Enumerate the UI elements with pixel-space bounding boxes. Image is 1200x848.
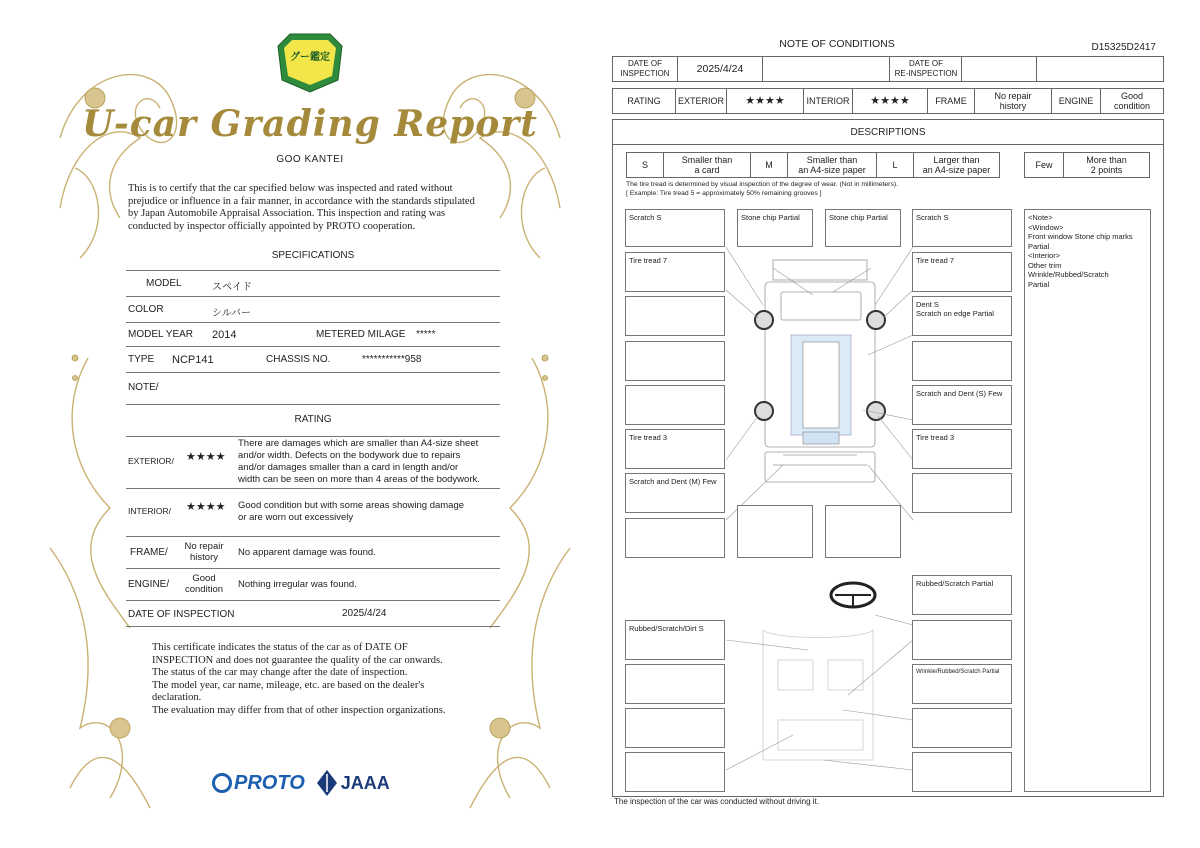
damage-box-left-4 xyxy=(625,341,725,381)
date-row xyxy=(126,602,500,627)
damage-box-front-1: Stone chip Partial xyxy=(737,209,813,247)
date-value: 2025/4/24 xyxy=(342,608,387,619)
chassis-label: CHASSIS NO. xyxy=(266,354,331,365)
rating-bar xyxy=(612,88,1164,114)
interior-description: Good condition but with some areas showing damage or are worn out excessively xyxy=(238,500,465,523)
damage-box-interior-l2 xyxy=(625,664,725,704)
damage-box-right-3: Dent S Scratch on edge Partial xyxy=(912,296,1012,336)
legend-s-text: Smaller than a card xyxy=(664,153,751,177)
color-label: COLOR xyxy=(128,304,164,315)
color-value: シルバー xyxy=(212,308,252,319)
damage-box-front-right: Scratch S xyxy=(912,209,1012,247)
interior-stars: ★★★★ xyxy=(186,501,226,513)
date-insp-value: 2025/4/24 xyxy=(678,57,763,81)
legend-m-key: M xyxy=(751,153,788,177)
interior-bar-stars: ★★★★ xyxy=(853,89,928,113)
exterior-description: There are damages which are smaller than A4-size sheet and/or width. Defects on the bodywork due to repairs and/or damages smaller than a card in length and/or width can be seen on more than 4 areas of the bodywork. xyxy=(238,438,480,485)
date-insp-label: DATE OF INSPECTION xyxy=(613,57,678,81)
descriptions-panel xyxy=(612,119,1164,797)
engine-rating-row xyxy=(126,570,500,601)
exterior-rating-row xyxy=(126,438,500,489)
date-label: DATE OF INSPECTION xyxy=(128,609,235,620)
damage-box-left-8 xyxy=(625,518,725,558)
frame-rating-row xyxy=(126,538,500,569)
damage-box-right-4 xyxy=(912,341,1012,381)
legend-s-key: S xyxy=(627,153,664,177)
damage-box-left-7: Scratch and Dent (M) Few xyxy=(625,473,725,513)
damage-box-interior-r3 xyxy=(912,708,1012,748)
chassis-value: ***********958 xyxy=(362,354,422,365)
damage-box-steering: Rubbed/Scratch Partial xyxy=(912,575,1012,615)
descriptions-heading: DESCRIPTIONS xyxy=(613,120,1163,145)
damage-box-interior-l4 xyxy=(625,752,725,792)
engine-label: ENGINE/ xyxy=(128,579,170,590)
exterior-bar-stars: ★★★★ xyxy=(727,89,804,113)
mileage-label: METERED MILAGE xyxy=(316,329,406,340)
interior-rating-row xyxy=(126,490,500,537)
exterior-stars: ★★★★ xyxy=(186,451,226,463)
damage-box-interior-l1: Rubbed/Scratch/Dirt S xyxy=(625,620,725,660)
report-title: U-car Grading Report xyxy=(82,103,538,145)
frame-bar-label: FRAME xyxy=(928,89,975,113)
certificate-text: This is to certify that the car specified below was inspected and rated without prejudice or influence in a fair manner, in accordance with the standards stipulated by Japan Automobile Appraisal Association. This inspection and rating was conducted by inspector officially appointed by PROTO cooperation. xyxy=(128,183,475,232)
few-text: More than 2 points xyxy=(1086,155,1127,175)
color-row xyxy=(126,298,500,323)
spec-top-rule xyxy=(126,258,500,271)
rating-bar-label: RATING xyxy=(613,89,676,113)
document-code: D15325D2417 xyxy=(1091,42,1156,53)
legend-l-text: Larger than an A4-size paper xyxy=(922,155,991,175)
damage-box-left-2: Tire tread 7 xyxy=(625,252,725,292)
report-subtitle: GOO KANTEI xyxy=(276,154,344,165)
reinsp-value xyxy=(962,57,1037,81)
exterior-bar-label: EXTERIOR xyxy=(676,89,727,113)
model-row xyxy=(126,272,500,297)
specifications-heading: SPECIFICATIONS xyxy=(271,250,355,261)
tire-tread-note: The tire tread is determined by visual inspection of the degree of wear. (Not in millimeters). [ Example: Tire tread 5 = approximately 50% remaining grooves ] xyxy=(626,181,898,197)
note-of-conditions xyxy=(612,30,1164,820)
damage-box-left-3 xyxy=(625,296,725,336)
frame-label: FRAME/ xyxy=(130,547,168,558)
frame-bar-value: No repair history xyxy=(975,89,1052,113)
damage-box-interior-l3 xyxy=(625,708,725,748)
badge-text: グー鑑定 xyxy=(290,52,330,63)
engine-value: Good condition xyxy=(184,573,224,595)
legend-m-text: Smaller than an A4-size paper xyxy=(788,153,877,177)
engine-description: Nothing irregular was found. xyxy=(238,579,357,590)
damage-box-right-6: Tire tread 3 xyxy=(912,429,1012,469)
type-label: TYPE xyxy=(128,354,155,365)
footer-logos xyxy=(212,770,390,796)
certificate-footer: This certificate indicates the status of the car as of DATE OF INSPECTION and does not guarantee the quality of the car onwards. The status of the car may change after the date of inspection. The model year, car name, mileage, etc. are based on the dealer's declaration. The evaluation may differ from that of other inspection organizations. xyxy=(152,642,446,716)
rating-top-rule xyxy=(126,424,500,437)
exterior-label: EXTERIOR/ xyxy=(128,456,174,466)
damage-box-front-2: Stone chip Partial xyxy=(825,209,901,247)
conditions-title: NOTE OF CONDITIONS xyxy=(779,38,895,50)
damage-box-interior-r1 xyxy=(912,620,1012,660)
model-value: スペイド xyxy=(212,282,252,293)
engine-bar-label: ENGINE xyxy=(1052,89,1101,113)
year-value: 2014 xyxy=(212,329,237,341)
bottom-note: The inspection of the car was conducted without driving it. xyxy=(614,797,819,806)
note-row xyxy=(126,374,500,405)
grading-report-certificate xyxy=(40,28,580,828)
damage-box-interior-r4 xyxy=(912,752,1012,792)
mileage-value: ***** xyxy=(416,329,436,340)
note-label: NOTE/ xyxy=(128,382,159,393)
legend-l-key: L xyxy=(877,153,914,177)
engine-bar-value: Good condition xyxy=(1113,91,1151,111)
damage-box-right-2: Tire tread 7 xyxy=(912,252,1012,292)
frame-description: No apparent damage was found. xyxy=(238,547,376,558)
damage-box-rear-2 xyxy=(825,505,901,558)
jaaa-logo: JAAA xyxy=(317,770,390,796)
blank-cell-1 xyxy=(763,57,890,81)
type-row xyxy=(126,348,500,373)
interior-label: INTERIOR/ xyxy=(128,506,171,516)
year-row xyxy=(126,324,500,347)
damage-box-interior-r2: Wrinkle/Rubbed/Scratch Partial xyxy=(912,664,1012,704)
blank-cell-3 xyxy=(1037,57,1163,81)
interior-bar-label: INTERIOR xyxy=(804,89,853,113)
damage-box-right-7 xyxy=(912,473,1012,513)
few-key: Few xyxy=(1025,153,1064,177)
model-label: MODEL xyxy=(146,278,182,289)
damage-box-left-6: Tire tread 3 xyxy=(625,429,725,469)
type-value: NCP141 xyxy=(172,354,214,366)
damage-box-left-5 xyxy=(625,385,725,425)
rating-heading: RATING xyxy=(294,414,332,425)
frame-value: No repair history xyxy=(184,541,224,563)
inspection-date-bar xyxy=(612,56,1164,82)
reinsp-label: DATE OF RE-INSPECTION xyxy=(891,57,962,81)
damage-box-rear-1 xyxy=(737,505,813,558)
damage-box-right-5: Scratch and Dent (S) Few xyxy=(912,385,1012,425)
proto-logo: PROTO xyxy=(212,772,305,795)
damage-box-front-left: Scratch S xyxy=(625,209,725,247)
year-label: MODEL YEAR xyxy=(128,329,194,340)
notes-box: <Note> <Window> Front window Stone chip marks Partial <Interior> Other trim Wrinkle/Rubbed/Scratch Partial xyxy=(1024,209,1151,792)
